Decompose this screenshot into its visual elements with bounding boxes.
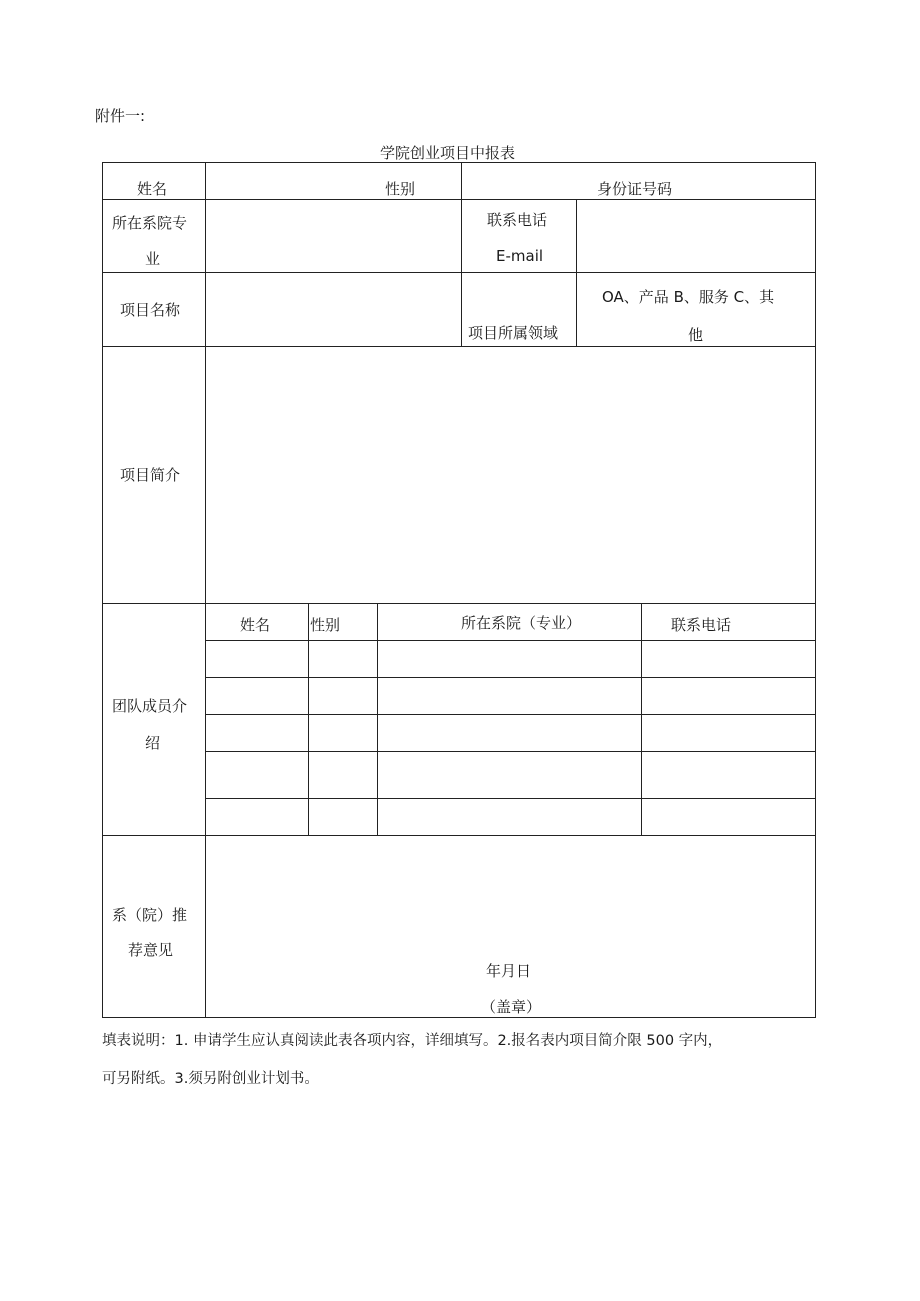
recommendation-label-line2: 荐意见 [128, 941, 174, 959]
fill-instructions-line2: 可另附纸。3.须另附创业计划书。 [102, 1071, 319, 1087]
domain-options-line1: OA、产品 B、服务 C、其 [602, 288, 775, 306]
gender-label: 性别 [385, 180, 416, 198]
project-intro-field[interactable] [206, 347, 815, 603]
team-col-name: 姓名 [240, 616, 271, 634]
date-label: 年月日 [486, 962, 532, 980]
department-label-line2: 业 [145, 250, 161, 268]
recommendation-label-line1: 系（院）推 [112, 906, 188, 924]
department-field[interactable] [206, 200, 461, 272]
project-name-label: 项目名称 [120, 301, 181, 319]
email-label: E-mail [496, 247, 544, 265]
form-title: 学院创业项目中报表 [380, 144, 516, 162]
id-number-label: 身份证号码 [597, 180, 673, 198]
project-name-field[interactable] [206, 273, 461, 346]
team-label-line1: 团队成员介 [112, 697, 188, 715]
project-domain-label: 项目所属领域 [468, 324, 559, 342]
seal-label: （盖章） [481, 998, 542, 1016]
team-label-line2: 绍 [145, 734, 161, 752]
name-label: 姓名 [137, 180, 168, 198]
team-member-row[interactable] [206, 678, 815, 714]
team-member-row[interactable] [206, 752, 815, 798]
team-member-row[interactable] [206, 799, 815, 835]
department-label-line1: 所在系院专 [112, 214, 188, 232]
team-member-row[interactable] [206, 715, 815, 751]
domain-options-line2: 他 [688, 326, 704, 344]
project-intro-label: 项目简介 [120, 466, 181, 484]
team-col-phone: 联系电话 [671, 616, 732, 634]
phone-label: 联系电话 [487, 211, 548, 229]
team-col-gender: 性别 [310, 616, 341, 634]
team-member-row[interactable] [206, 641, 815, 677]
recommendation-field[interactable] [206, 836, 815, 956]
phone-email-field[interactable] [577, 200, 815, 272]
name-field[interactable] [206, 163, 461, 199]
attachment-label: 附件一: [95, 107, 146, 125]
team-col-department: 所在系院（专业） [461, 614, 582, 632]
fill-instructions-line1: 填表说明：1. 申请学生应认真阅读此表各项内容，详细填写。2.报名表内项目简介限 500 字内， [102, 1033, 723, 1049]
